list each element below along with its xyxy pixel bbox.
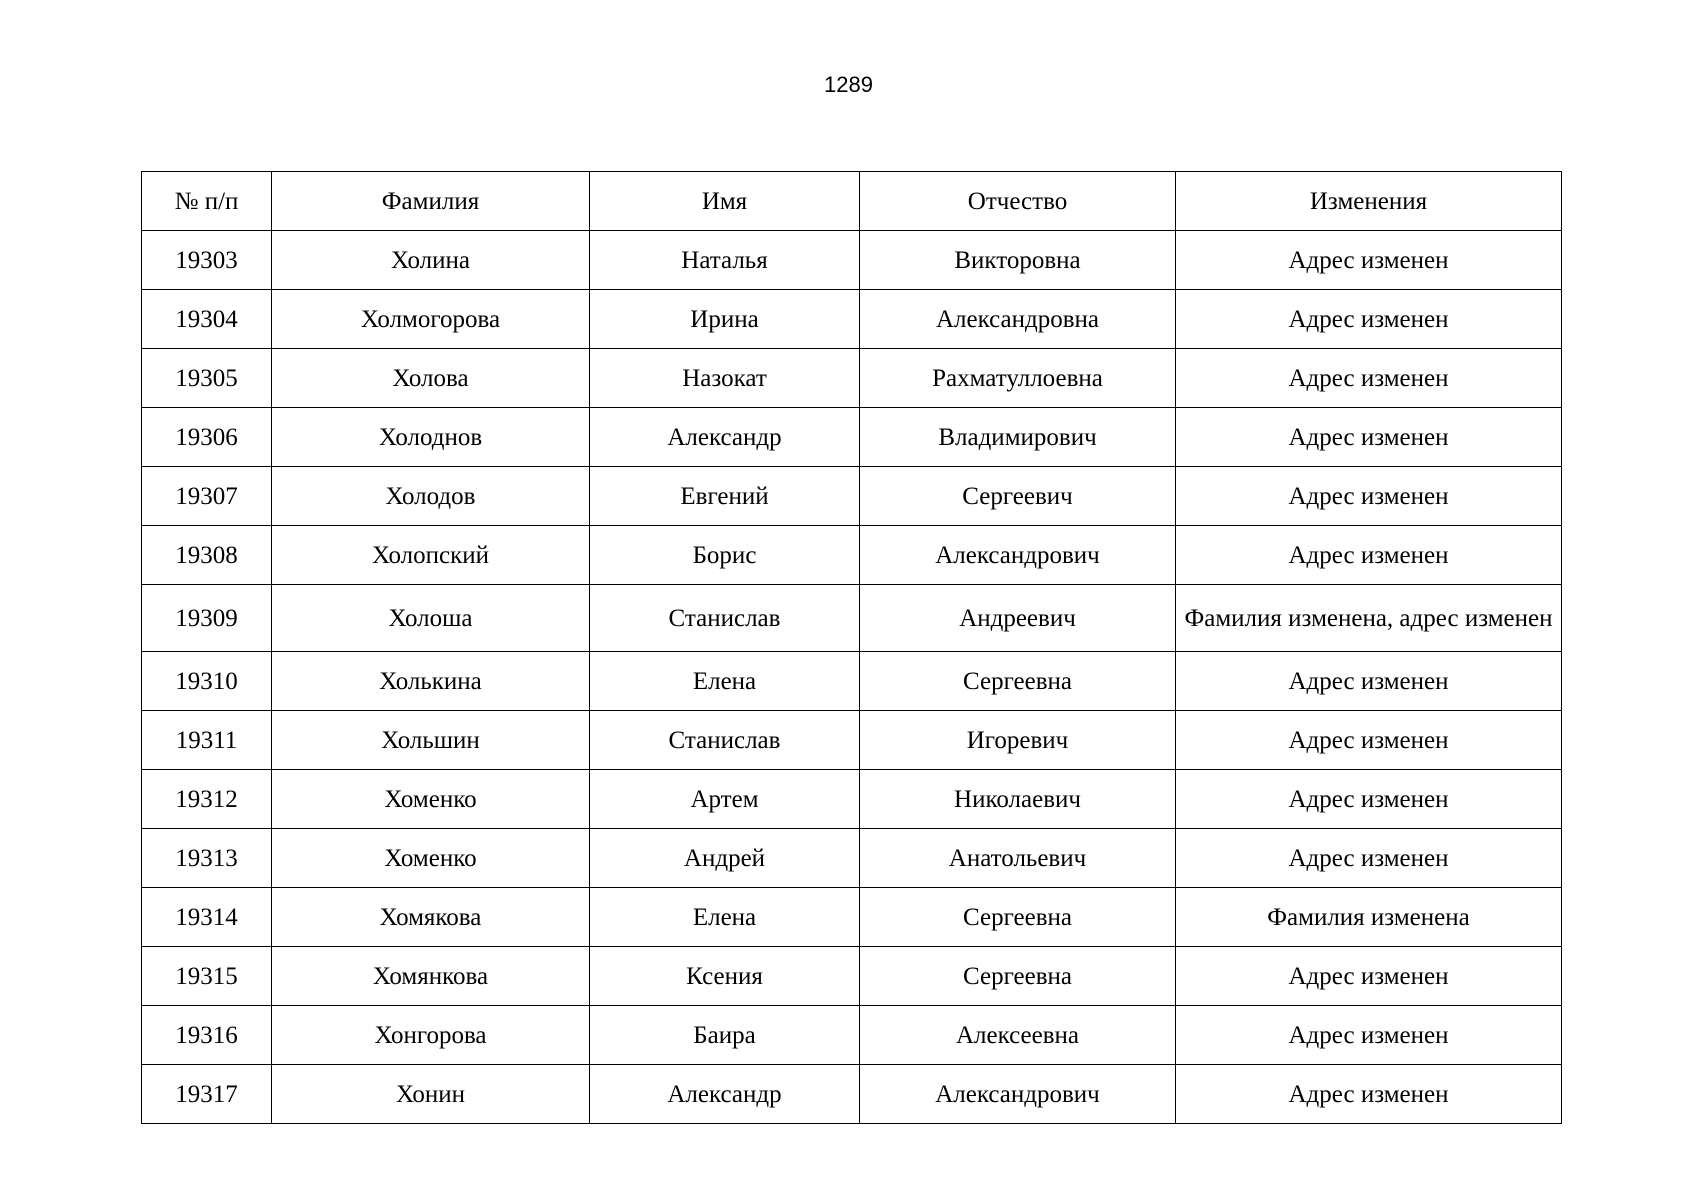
- cell-first-name: Станислав: [590, 711, 860, 770]
- cell-changes: Адрес изменен: [1176, 711, 1562, 770]
- cell-last-name: Хонгорова: [272, 1006, 590, 1065]
- cell-patronymic: Сергеевна: [860, 947, 1176, 1006]
- cell-changes: Адрес изменен: [1176, 408, 1562, 467]
- cell-last-name: Хоменко: [272, 829, 590, 888]
- cell-last-name: Хомянкова: [272, 947, 590, 1006]
- cell-number: 19307: [142, 467, 272, 526]
- cell-patronymic: Викторовна: [860, 231, 1176, 290]
- cell-last-name: Хоменко: [272, 770, 590, 829]
- cell-first-name: Борис: [590, 526, 860, 585]
- table-row: [142, 408, 1562, 467]
- cell-first-name: Назокат: [590, 349, 860, 408]
- cell-number: 19313: [142, 829, 272, 888]
- cell-changes: Адрес изменен: [1176, 231, 1562, 290]
- cell-first-name: Баира: [590, 1006, 860, 1065]
- cell-number: 19303: [142, 231, 272, 290]
- cell-changes: Адрес изменен: [1176, 349, 1562, 408]
- cell-patronymic: Анатольевич: [860, 829, 1176, 888]
- cell-patronymic: Александрович: [860, 1065, 1176, 1124]
- cell-first-name: Андрей: [590, 829, 860, 888]
- cell-number: 19309: [142, 585, 272, 652]
- header-first-name: Имя: [590, 172, 860, 231]
- table-row: [142, 585, 1562, 652]
- cell-first-name: Артем: [590, 770, 860, 829]
- cell-number: 19312: [142, 770, 272, 829]
- cell-number: 19304: [142, 290, 272, 349]
- cell-patronymic: Владимирович: [860, 408, 1176, 467]
- cell-last-name: Хомякова: [272, 888, 590, 947]
- cell-number: 19317: [142, 1065, 272, 1124]
- cell-last-name: Холоднов: [272, 408, 590, 467]
- cell-first-name: Ксения: [590, 947, 860, 1006]
- table-row: [142, 290, 1562, 349]
- cell-changes: Адрес изменен: [1176, 947, 1562, 1006]
- cell-number: 19308: [142, 526, 272, 585]
- cell-first-name: Александр: [590, 1065, 860, 1124]
- cell-number: 19305: [142, 349, 272, 408]
- cell-changes: Адрес изменен: [1176, 1065, 1562, 1124]
- cell-patronymic: Андреевич: [860, 585, 1176, 652]
- cell-number: 19316: [142, 1006, 272, 1065]
- cell-last-name: Холькина: [272, 652, 590, 711]
- cell-last-name: Холопский: [272, 526, 590, 585]
- cell-patronymic: Алексеевна: [860, 1006, 1176, 1065]
- table-row: [142, 526, 1562, 585]
- page-number: 1289: [824, 72, 873, 97]
- cell-last-name: Холоша: [272, 585, 590, 652]
- cell-first-name: Станислав: [590, 585, 860, 652]
- cell-first-name: Елена: [590, 888, 860, 947]
- cell-last-name: Холмогорова: [272, 290, 590, 349]
- cell-patronymic: Сергеевна: [860, 888, 1176, 947]
- cell-first-name: Наталья: [590, 231, 860, 290]
- cell-first-name: Александр: [590, 408, 860, 467]
- table-row: [142, 888, 1562, 947]
- cell-patronymic: Сергеевич: [860, 467, 1176, 526]
- cell-patronymic: Рахматуллоевна: [860, 349, 1176, 408]
- cell-changes: Адрес изменен: [1176, 467, 1562, 526]
- table-row: [142, 770, 1562, 829]
- registry-table: [141, 171, 1562, 1124]
- cell-changes: Адрес изменен: [1176, 829, 1562, 888]
- header-row: [142, 172, 1562, 231]
- table-header: [142, 172, 1562, 231]
- table-row: [142, 1006, 1562, 1065]
- table-row: [142, 467, 1562, 526]
- table-row: [142, 231, 1562, 290]
- cell-changes: Адрес изменен: [1176, 652, 1562, 711]
- cell-number: 19315: [142, 947, 272, 1006]
- header-number: № п/п: [142, 172, 272, 231]
- cell-patronymic: Александровна: [860, 290, 1176, 349]
- cell-changes: Адрес изменен: [1176, 526, 1562, 585]
- cell-first-name: Евгений: [590, 467, 860, 526]
- header-patronymic: Отчество: [860, 172, 1176, 231]
- cell-patronymic: Николаевич: [860, 770, 1176, 829]
- cell-patronymic: Сергеевна: [860, 652, 1176, 711]
- cell-changes: Адрес изменен: [1176, 1006, 1562, 1065]
- header-changes: Изменения: [1176, 172, 1562, 231]
- cell-patronymic: Александрович: [860, 526, 1176, 585]
- cell-number: 19314: [142, 888, 272, 947]
- table-row: [142, 349, 1562, 408]
- cell-last-name: Хольшин: [272, 711, 590, 770]
- table-body: [142, 231, 1562, 1124]
- cell-last-name: Холина: [272, 231, 590, 290]
- table-row: [142, 652, 1562, 711]
- table-row: [142, 1065, 1562, 1124]
- cell-first-name: Ирина: [590, 290, 860, 349]
- cell-changes: Адрес изменен: [1176, 290, 1562, 349]
- cell-changes: Адрес изменен: [1176, 770, 1562, 829]
- cell-number: 19310: [142, 652, 272, 711]
- cell-changes: Фамилия изменена: [1176, 888, 1562, 947]
- header-last-name: Фамилия: [272, 172, 590, 231]
- table-row: [142, 711, 1562, 770]
- cell-patronymic: Игоревич: [860, 711, 1176, 770]
- table-row: [142, 829, 1562, 888]
- cell-changes: Фамилия изменена, адрес изменен: [1176, 585, 1562, 652]
- cell-last-name: Холодов: [272, 467, 590, 526]
- cell-first-name: Елена: [590, 652, 860, 711]
- table-row: [142, 947, 1562, 1006]
- cell-number: 19311: [142, 711, 272, 770]
- cell-number: 19306: [142, 408, 272, 467]
- cell-last-name: Холова: [272, 349, 590, 408]
- cell-last-name: Хонин: [272, 1065, 590, 1124]
